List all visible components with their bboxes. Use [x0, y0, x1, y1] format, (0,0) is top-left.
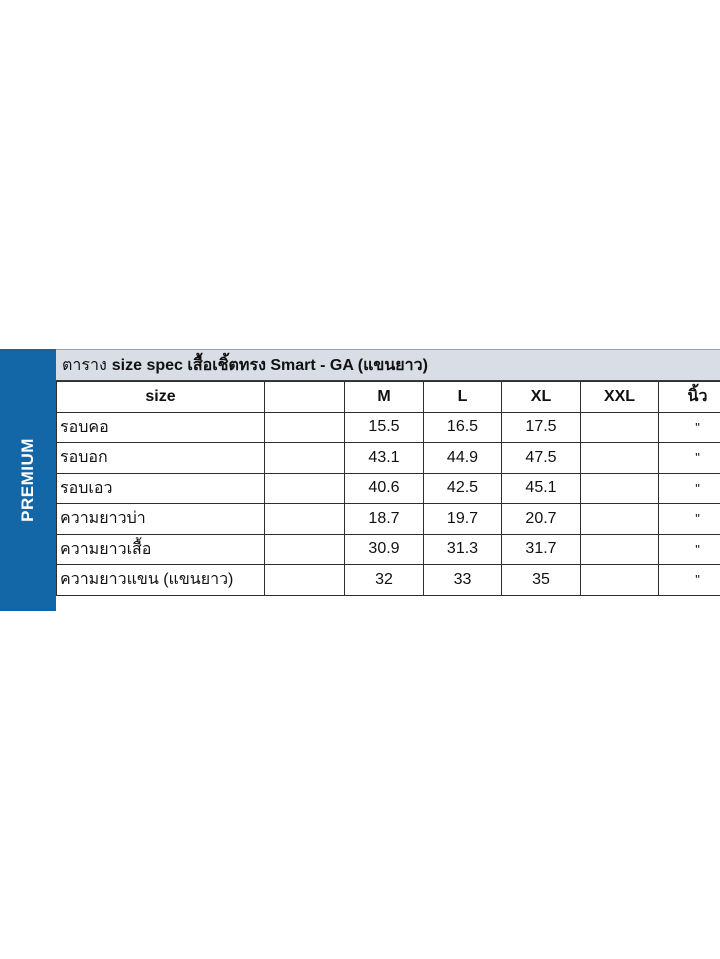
- table-title-main: size spec เสื้อเชิ้ตทรง Smart - GA (แขนยาว): [111, 356, 428, 374]
- table-row: [57, 473, 720, 504]
- cell-l: 44.9: [424, 443, 502, 474]
- cell-unit: ": [659, 534, 720, 565]
- cell-xxl: [581, 504, 659, 535]
- row-label: รอบเอว: [57, 473, 265, 504]
- table-row: [57, 443, 720, 474]
- table-title-prefix: ตาราง: [62, 356, 107, 374]
- cell-m: 18.7: [345, 504, 424, 535]
- header-size: size: [57, 382, 265, 413]
- cell-xxl: [581, 565, 659, 596]
- premium-side-band: [0, 349, 56, 611]
- cell-l: 16.5: [424, 412, 502, 443]
- header-xl: XL: [502, 382, 581, 413]
- cell-m: 40.6: [345, 473, 424, 504]
- row-blank-cell: [265, 565, 345, 596]
- cell-xxl: [581, 534, 659, 565]
- header-blank: [265, 382, 345, 413]
- table-row: [57, 534, 720, 565]
- row-blank-cell: [265, 412, 345, 443]
- row-label: รอบคอ: [57, 412, 265, 443]
- header-m: M: [345, 382, 424, 413]
- premium-label: PREMIUM: [18, 438, 37, 522]
- cell-xxl: [581, 443, 659, 474]
- row-blank-cell: [265, 504, 345, 535]
- cell-unit: ": [659, 504, 720, 535]
- cell-m: 30.9: [345, 534, 424, 565]
- cell-xl: 45.1: [502, 473, 581, 504]
- cell-xl: 35: [502, 565, 581, 596]
- cell-unit: ": [659, 412, 720, 443]
- row-blank-cell: [265, 473, 345, 504]
- row-label: ความยาวเสื้อ: [57, 534, 265, 565]
- table-title: [56, 349, 720, 381]
- header-l: L: [424, 382, 502, 413]
- row-label: รอบอก: [57, 443, 265, 474]
- table-header-row: [57, 382, 720, 413]
- size-spec-table: [56, 381, 720, 596]
- cell-xl: 47.5: [502, 443, 581, 474]
- row-label: ความยาวบ่า: [57, 504, 265, 535]
- cell-xxl: [581, 473, 659, 504]
- cell-m: 32: [345, 565, 424, 596]
- cell-xl: 31.7: [502, 534, 581, 565]
- cell-unit: ": [659, 473, 720, 504]
- cell-unit: ": [659, 565, 720, 596]
- cell-l: 31.3: [424, 534, 502, 565]
- row-label: ความยาวแขน (แขนยาว): [57, 565, 265, 596]
- cell-m: 43.1: [345, 443, 424, 474]
- cell-xl: 17.5: [502, 412, 581, 443]
- table-row: [57, 565, 720, 596]
- row-blank-cell: [265, 534, 345, 565]
- cell-m: 15.5: [345, 412, 424, 443]
- cell-l: 42.5: [424, 473, 502, 504]
- cell-l: 33: [424, 565, 502, 596]
- table-row: [57, 504, 720, 535]
- cell-xxl: [581, 412, 659, 443]
- cell-unit: ": [659, 443, 720, 474]
- table-row: [57, 412, 720, 443]
- header-unit: นิ้ว: [659, 382, 720, 413]
- cell-l: 19.7: [424, 504, 502, 535]
- row-blank-cell: [265, 443, 345, 474]
- cell-xl: 20.7: [502, 504, 581, 535]
- header-xxl: XXL: [581, 382, 659, 413]
